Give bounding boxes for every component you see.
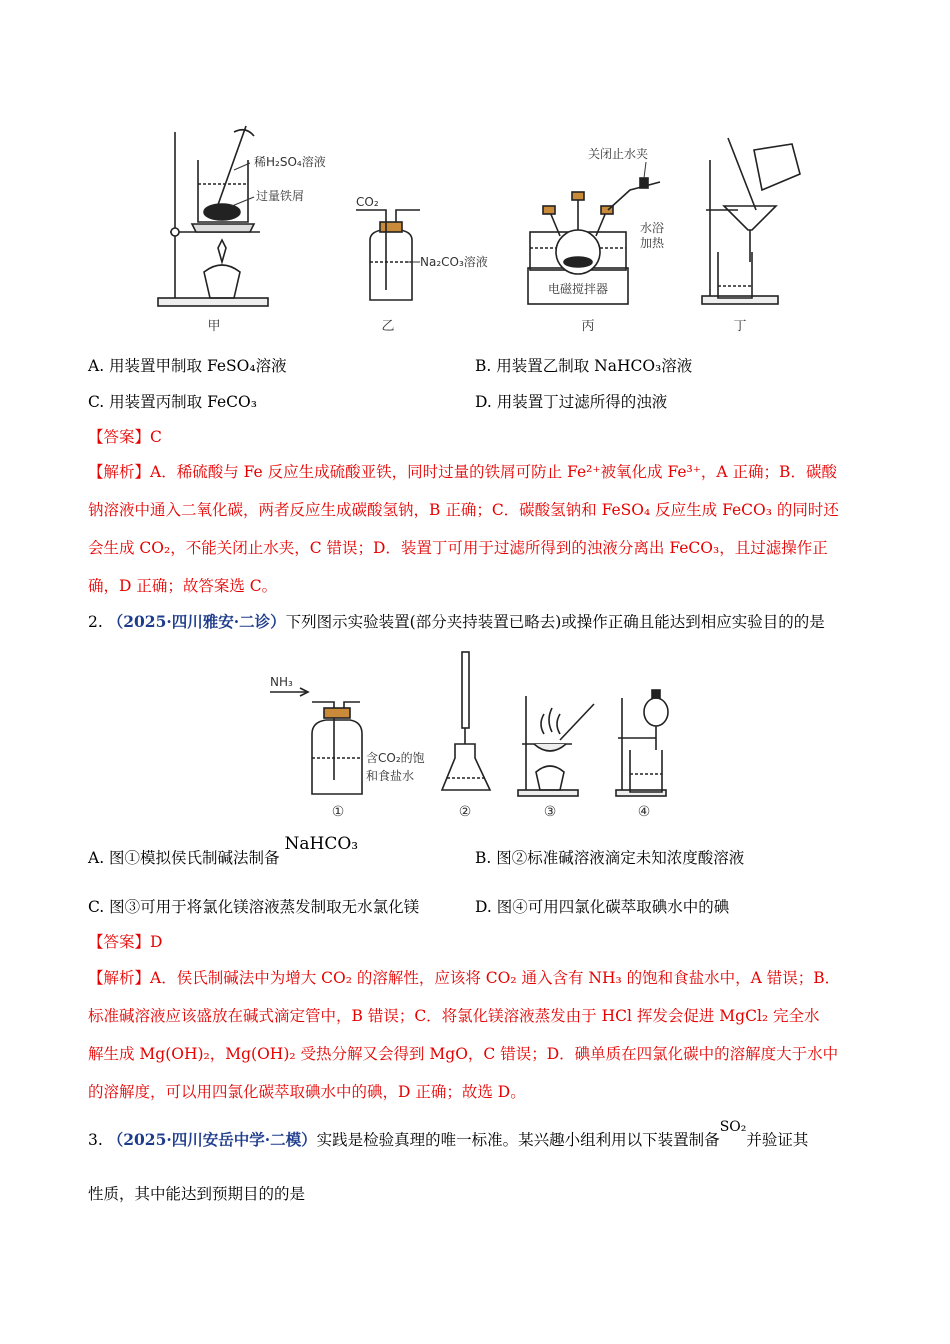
caption-fig4: ④ xyxy=(637,804,651,820)
q3-stem xyxy=(88,1119,809,1151)
q2-analysis-line-2: 标准碱溶液应该盛放在碱式滴定管中，B 错误；C．将氯化镁溶液蒸发由于 HCl 挥发会促进 MgCl₂ 完全水 xyxy=(88,1007,820,1025)
q2-stem-text: 下列图示实验装置(部分夹持装置已略去)或操作正确且能达到相应实验目的的是 xyxy=(285,613,825,631)
caption-fig2: ② xyxy=(458,804,472,820)
q1-answer: 【答案】C xyxy=(88,428,162,446)
q2-answer: 【答案】D xyxy=(88,933,163,951)
caption-jia: 甲 xyxy=(207,319,221,334)
solution-label-1: 含CO₂的饱 xyxy=(366,751,425,765)
caption-ding: 丁 xyxy=(733,319,747,334)
q2-option-b: B. 图②标准碱溶液滴定未知浓度酸溶液 xyxy=(475,849,745,867)
nh3-label: NH₃ xyxy=(270,675,293,689)
q1-analysis-line-2: 钠溶液中通入二氧化碳，两者反应生成碳酸氢钠，B 正确；C．碳酸氢钠和 FeSO₄ 反应生成 FeCO₃ 的同时还 xyxy=(88,501,839,519)
caption-fig3: ③ xyxy=(543,804,557,820)
q2-option-d: D. 图④可用四氯化碳萃取碘水中的碘 xyxy=(475,898,730,916)
q1-analysis-line-4: 确，D 正确；故答案选 C。 xyxy=(88,577,278,595)
q2-source: （2025·四川雅安·二诊） xyxy=(107,612,286,631)
q1-option-b: B. 用装置乙制取 NaHCO₃溶液 xyxy=(475,357,693,375)
bing-stirrer-label: 电磁搅拌器 xyxy=(548,282,609,296)
q1-analysis-line-3: 会生成 CO₂，不能关闭止水夹，C 错误；D．装置丁可用于过滤所得到的浊液分离出 FeCO₃，且过滤操作正 xyxy=(88,539,828,557)
yi-solution-label: Na₂CO₃溶液 xyxy=(420,255,488,269)
q3-formula: SO₂ xyxy=(719,1119,747,1135)
solution-label-2: 和食盐水 xyxy=(366,769,415,783)
q2-option-a-text: A. 图①模拟侯氏制碱法制备 xyxy=(88,849,280,867)
q3-stem-end: 并验证其 xyxy=(746,1131,809,1149)
q2-analysis-line-3: 解生成 Mg(OH)₂，Mg(OH)₂ 受热分解又会得到 MgO，C 错误；D．碘单质在四氯化碳中的溶解度大于水中 xyxy=(88,1045,839,1063)
yi-co2-label: CO₂ xyxy=(356,195,379,209)
q2-option-c: C. 图③可用于将氯化镁溶液蒸发制取无水氯化镁 xyxy=(88,898,420,916)
caption-yi: 乙 xyxy=(381,319,395,334)
q3-stem-text: 实践是检验真理的唯一标准。某兴趣小组利用以下装置制备 xyxy=(316,1131,720,1149)
q1-analysis-line-1: 【解析】A．稀硫酸与 Fe 反应生成硫酸亚铁，同时过量的铁屑可防止 Fe²⁺被氧化成 Fe³⁺，A 正确；B．碳酸 xyxy=(88,463,837,481)
q1-option-c: C. 用装置丙制取 FeCO₃ xyxy=(88,393,257,411)
q2-analysis-line-4: 的溶解度，可以用四氯化碳萃取碘水中的碘，D 正确；故选 D。 xyxy=(88,1083,526,1101)
caption-fig1: ① xyxy=(331,804,345,820)
jia-acid-label: 稀H₂SO₄溶液 xyxy=(254,155,326,169)
q2-option-a-formula: NaHCO₃ xyxy=(284,834,359,854)
q3-source: （2025·四川安岳中学·二模） xyxy=(107,1130,317,1149)
q2-stem xyxy=(88,612,825,632)
q1-option-a: A. 用装置甲制取 FeSO₄溶液 xyxy=(88,357,287,375)
jia-iron-label: 过量铁屑 xyxy=(256,189,305,203)
q1-option-d: D. 用装置丁过滤所得的浊液 xyxy=(475,393,668,411)
q2-analysis-line-1: 【解析】A．侯氏制碱法中为增大 CO₂ 的溶解性，应该将 CO₂ 通入含有 NH₃ 的饱和食盐水中，A 错误；B． xyxy=(88,969,841,987)
q2-option-a xyxy=(88,834,359,868)
bing-bath-label-2: 加热 xyxy=(640,236,665,250)
q3-number: 3. xyxy=(88,1131,103,1149)
bing-clamp-label: 关闭止水夹 xyxy=(588,147,649,161)
bing-bath-label-1: 水浴 xyxy=(640,221,665,235)
q3-stem-line-2: 性质，其中能达到预期目的的是 xyxy=(88,1185,306,1203)
caption-bing: 丙 xyxy=(581,319,595,334)
q2-number: 2. xyxy=(88,613,103,631)
